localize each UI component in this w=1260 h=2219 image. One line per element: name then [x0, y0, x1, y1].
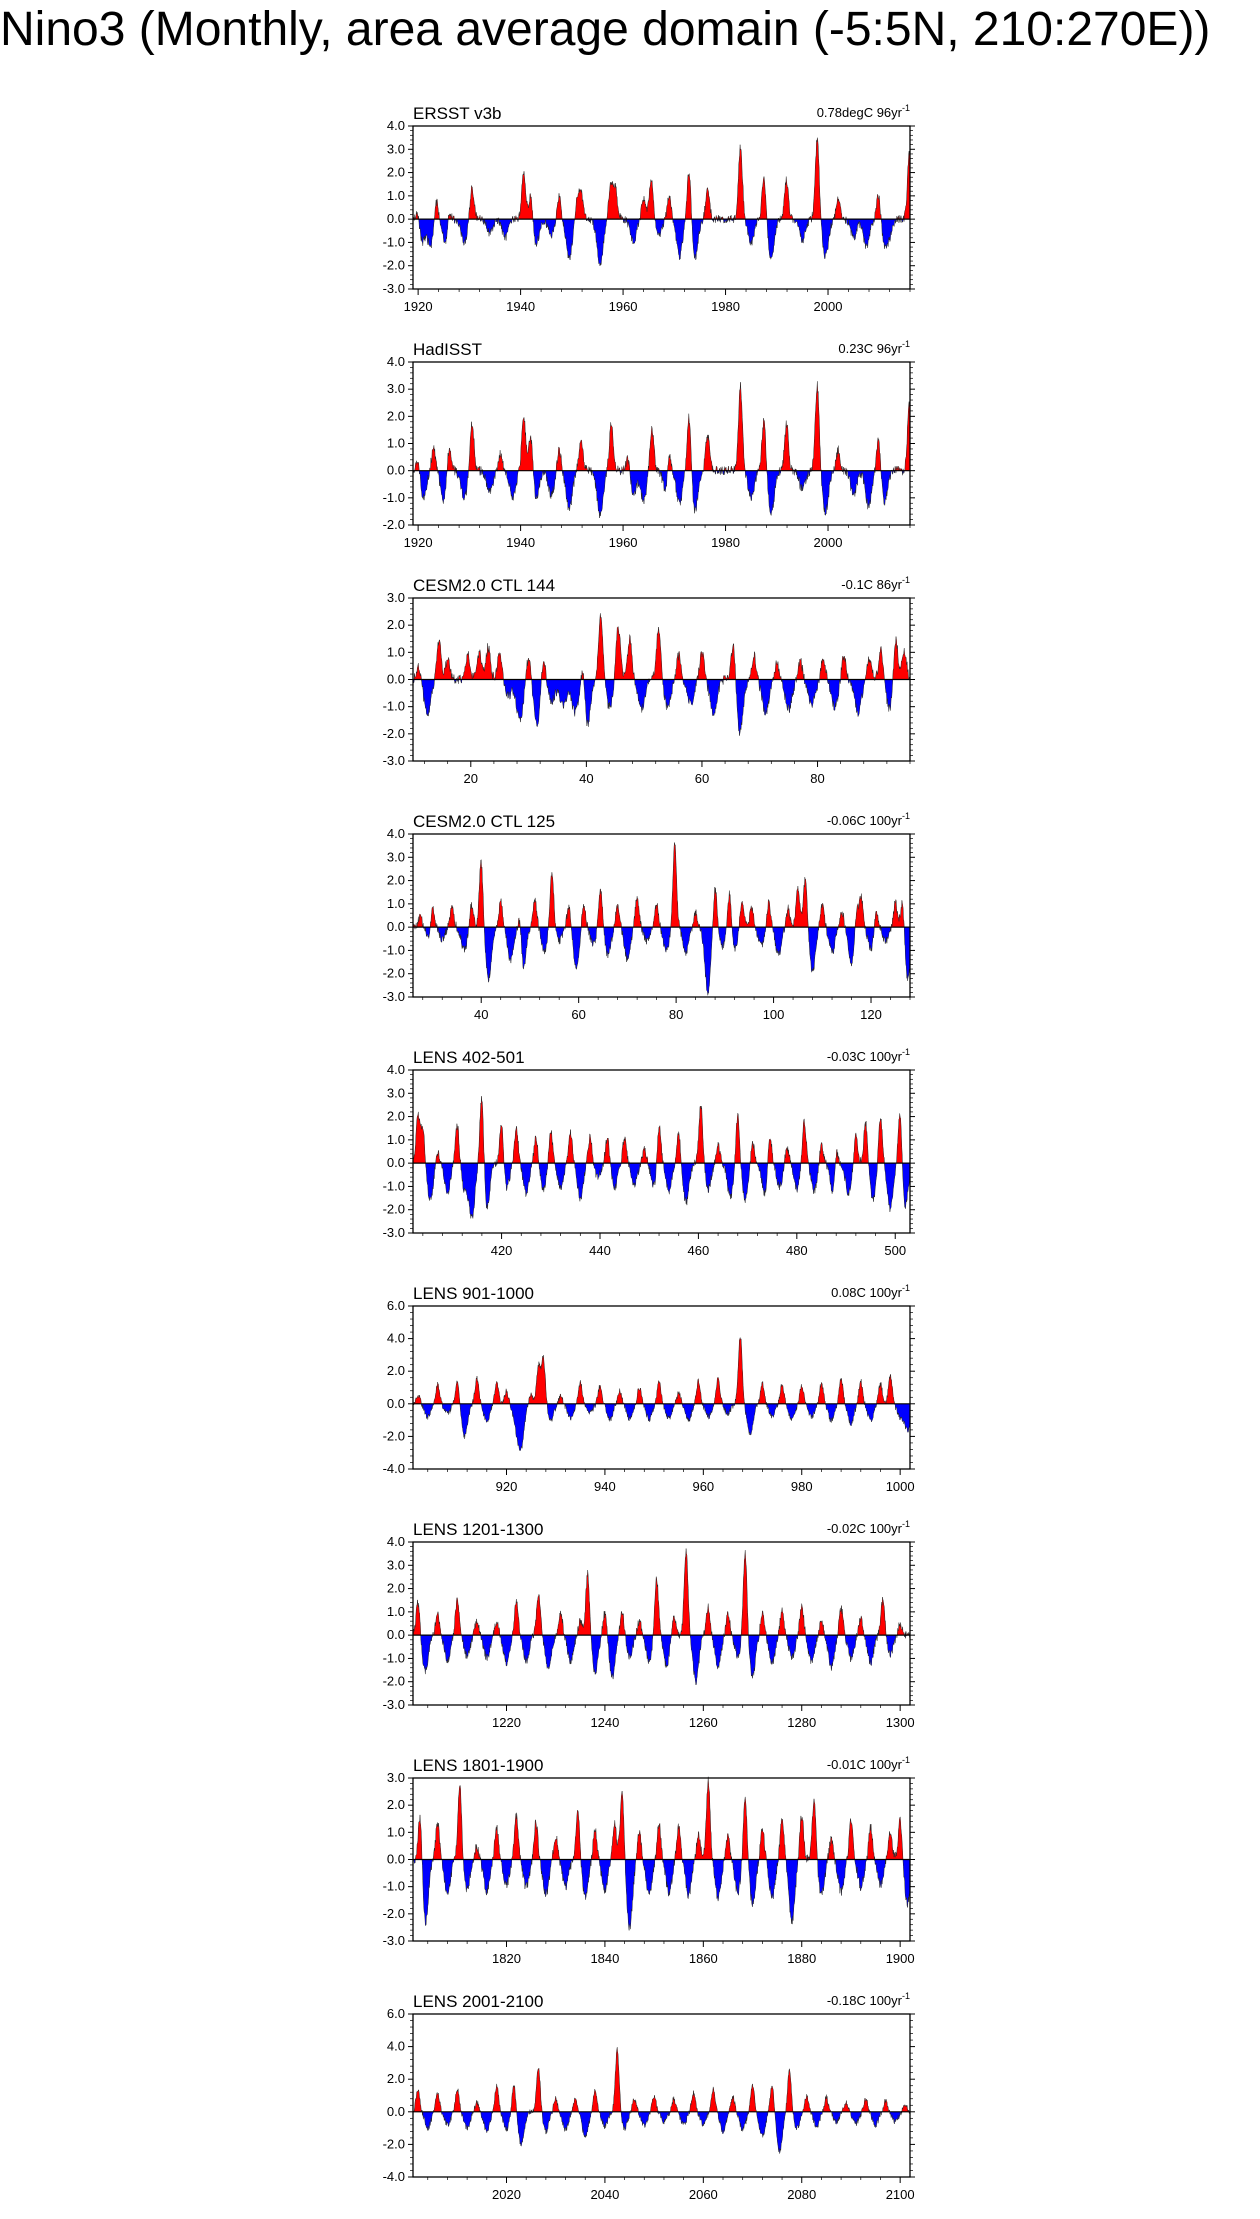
- x-tick-label: 1980: [711, 299, 741, 314]
- x-tick-label: 2060: [688, 2187, 718, 2202]
- y-tick-label: 2.0: [386, 1797, 405, 1813]
- y-tick-label: -2.0: [382, 517, 405, 532]
- chart-panel: [383, 811, 915, 1022]
- chart-panel: [383, 1991, 915, 2202]
- x-tick-label: 920: [495, 1479, 518, 1494]
- panel-title: LENS 1201-1300: [413, 1520, 544, 1539]
- y-tick-label: -1.0: [382, 1178, 405, 1194]
- chart-panel: [383, 1755, 915, 1966]
- x-tick-label: 80: [668, 1007, 684, 1022]
- y-tick-label: 1.0: [386, 644, 405, 660]
- x-tick-label: 1920: [403, 535, 433, 550]
- trend-exponent: -1: [901, 1519, 910, 1529]
- y-tick-label: 0.0: [386, 671, 405, 687]
- y-tick-label: -1.0: [382, 234, 405, 250]
- y-tick-label: 2.0: [386, 872, 405, 888]
- anomaly-line: [413, 1338, 910, 1451]
- trend-label: [817, 103, 910, 120]
- y-tick-label: 4.0: [386, 1534, 405, 1549]
- x-tick-label: 1940: [506, 535, 536, 550]
- y-tick-label: 1.0: [386, 435, 405, 451]
- trend-label: [827, 1755, 910, 1772]
- x-tick-label: 20: [463, 771, 479, 786]
- panel-title: CESM2.0 CTL 144: [413, 576, 556, 595]
- x-tick-label: 100: [762, 1007, 785, 1022]
- x-tick-label: 1960: [608, 299, 638, 314]
- y-tick-label: -3.0: [382, 1933, 405, 1948]
- y-tick-label: 4.0: [386, 2038, 405, 2054]
- negative-anomaly-area: [413, 219, 910, 266]
- panel-title: LENS 2001-2100: [413, 1992, 544, 2011]
- trend-exponent: -1: [901, 811, 910, 821]
- x-tick-label: 2020: [492, 2187, 521, 2202]
- trend-value: -0.02C 100yr: [826, 1521, 902, 1536]
- panel-title: HadISST: [413, 340, 482, 359]
- y-tick-label: -1.0: [382, 489, 405, 505]
- chart-panel: [383, 575, 915, 786]
- trend-label: [841, 575, 910, 592]
- trend-value: -0.03C 100yr: [826, 1049, 902, 1064]
- x-tick-label: 2000: [813, 535, 843, 550]
- x-tick-label: 1860: [688, 1951, 718, 1966]
- trend-value: 0.23C 96yr: [838, 341, 902, 356]
- y-tick-label: 0.0: [386, 1851, 405, 1867]
- y-tick-label: 1.0: [386, 1603, 405, 1619]
- y-tick-label: -2.0: [382, 2136, 405, 2152]
- y-tick-label: 4.0: [386, 118, 405, 133]
- y-tick-label: 0.0: [386, 462, 405, 478]
- y-tick-label: -1.0: [382, 1878, 405, 1894]
- trend-label: [827, 1047, 910, 1064]
- y-tick-label: -3.0: [382, 989, 405, 1004]
- y-tick-label: 4.0: [386, 1062, 405, 1077]
- chart-panel: [383, 103, 915, 314]
- chart-panel: [383, 1519, 915, 1730]
- trend-exponent: -1: [901, 1755, 910, 1765]
- plot-frame: [413, 126, 910, 289]
- panel-title: CESM2.0 CTL 125: [413, 812, 556, 831]
- plot-frame: [413, 1542, 910, 1705]
- trend-value: 0.08C 100yr: [831, 1285, 902, 1300]
- y-tick-label: -1.0: [382, 1650, 405, 1666]
- x-tick-label: 2100: [885, 2187, 915, 2202]
- x-tick-label: 440: [589, 1243, 611, 1258]
- chart-panel: [383, 1283, 915, 1494]
- x-tick-label: 120: [860, 1007, 882, 1022]
- trend-label: [827, 1519, 910, 1536]
- y-tick-label: 3.0: [386, 1770, 405, 1785]
- panel-title: LENS 402-501: [413, 1048, 525, 1067]
- x-tick-label: 1880: [787, 1951, 817, 1966]
- trend-value: -0.01C 100yr: [826, 1757, 902, 1772]
- y-tick-label: 2.0: [386, 164, 405, 180]
- panel-title: LENS 901-1000: [413, 1284, 534, 1303]
- negative-anomaly-area: [413, 1635, 910, 1685]
- y-tick-label: -3.0: [382, 281, 405, 296]
- trend-exponent: -1: [901, 575, 910, 585]
- x-tick-label: 500: [884, 1243, 907, 1258]
- anomaly-line: [413, 2047, 910, 2153]
- y-tick-label: -1.0: [382, 942, 405, 958]
- positive-anomaly-area: [413, 2047, 910, 2112]
- x-tick-label: 2080: [787, 2187, 817, 2202]
- trend-value: 0.78degC 96yr: [816, 105, 902, 120]
- y-tick-label: 3.0: [386, 381, 405, 397]
- y-tick-label: 3.0: [386, 590, 405, 605]
- negative-anomaly-area: [413, 680, 910, 736]
- y-tick-label: 0.0: [386, 919, 405, 935]
- x-tick-label: 60: [694, 771, 710, 786]
- y-tick-label: -3.0: [382, 1697, 405, 1712]
- y-tick-label: 2.0: [386, 1580, 405, 1596]
- y-tick-label: 0.0: [386, 2103, 405, 2119]
- trend-label: [831, 1283, 910, 1300]
- trend-value: -0.06C 100yr: [826, 813, 902, 828]
- x-tick-label: 420: [490, 1243, 513, 1258]
- y-tick-label: -2.0: [382, 965, 405, 981]
- y-tick-label: 2.0: [386, 408, 405, 424]
- positive-anomaly-area: [413, 843, 910, 928]
- x-tick-label: 480: [785, 1243, 808, 1258]
- y-tick-label: 0.0: [386, 1395, 405, 1411]
- x-tick-label: 1920: [403, 299, 433, 314]
- x-tick-label: 40: [473, 1007, 489, 1022]
- x-tick-label: 940: [594, 1479, 616, 1494]
- x-tick-label: 1280: [787, 1715, 817, 1730]
- y-tick-label: -3.0: [382, 1225, 405, 1240]
- y-tick-label: -2.0: [382, 1428, 405, 1444]
- y-tick-label: -4.0: [382, 1461, 405, 1476]
- y-tick-label: 2.0: [386, 1108, 405, 1124]
- plot-frame: [413, 2014, 910, 2177]
- panel-title: ERSST v3b: [413, 104, 502, 123]
- x-tick-label: 1960: [608, 535, 638, 550]
- page-title: Nino3 (Monthly, area average domain (-5:5N, 210:270E)): [0, 3, 1211, 56]
- positive-anomaly-area: [413, 1549, 910, 1636]
- y-tick-label: 3.0: [386, 1557, 405, 1573]
- y-tick-label: 6.0: [386, 2006, 405, 2021]
- x-tick-label: 1940: [506, 299, 536, 314]
- y-tick-label: -4.0: [382, 2169, 405, 2184]
- trend-exponent: -1: [901, 1047, 910, 1057]
- x-tick-label: 1300: [885, 1715, 915, 1730]
- x-tick-label: 1900: [885, 1951, 915, 1966]
- x-tick-label: 1220: [492, 1715, 521, 1730]
- x-tick-label: 460: [687, 1243, 710, 1258]
- y-tick-label: -1.0: [382, 698, 405, 714]
- y-tick-label: 6.0: [386, 1298, 405, 1313]
- x-tick-label: 60: [571, 1007, 586, 1022]
- positive-anomaly-area: [413, 1338, 910, 1404]
- x-tick-label: 1980: [711, 535, 741, 550]
- x-tick-label: 2040: [590, 2187, 620, 2202]
- negative-anomaly-area: [413, 1860, 910, 1931]
- anomaly-line: [413, 138, 910, 266]
- y-tick-label: -2.0: [382, 725, 405, 741]
- y-tick-label: 4.0: [386, 354, 405, 369]
- y-tick-label: -2.0: [382, 257, 405, 273]
- x-tick-label: 40: [579, 771, 594, 786]
- chart-panel: [383, 339, 915, 550]
- y-tick-label: -2.0: [382, 1673, 405, 1689]
- y-tick-label: 2.0: [386, 2071, 405, 2087]
- x-tick-label: 1240: [590, 1715, 620, 1730]
- y-tick-label: -3.0: [382, 753, 405, 768]
- anomaly-line: [413, 381, 910, 518]
- negative-anomaly-area: [413, 1163, 910, 1218]
- trend-label: [827, 1991, 910, 2008]
- y-tick-label: 1.0: [386, 1131, 405, 1147]
- x-tick-label: 1840: [590, 1951, 620, 1966]
- panel-title: LENS 1801-1900: [413, 1756, 544, 1775]
- trend-label: [838, 339, 910, 356]
- y-tick-label: 1.0: [386, 187, 405, 203]
- positive-anomaly-area: [413, 138, 910, 219]
- x-tick-label: 1000: [885, 1479, 915, 1494]
- x-tick-label: 80: [810, 771, 825, 786]
- x-tick-label: 1260: [688, 1715, 718, 1730]
- y-tick-label: -2.0: [382, 1905, 405, 1921]
- positive-anomaly-area: [413, 381, 910, 470]
- y-tick-label: 4.0: [386, 1330, 405, 1346]
- y-tick-label: 3.0: [386, 1085, 405, 1101]
- trend-exponent: -1: [901, 1283, 910, 1293]
- x-tick-label: 960: [692, 1479, 715, 1494]
- y-tick-label: 0.0: [386, 211, 405, 227]
- x-tick-label: 1820: [492, 1951, 521, 1966]
- trend-exponent: -1: [901, 339, 910, 349]
- trend-label: [827, 811, 910, 828]
- y-tick-label: 2.0: [386, 617, 405, 633]
- x-tick-label: 980: [790, 1479, 813, 1494]
- y-tick-label: 4.0: [386, 826, 405, 841]
- trend-exponent: -1: [901, 103, 910, 113]
- plot-frame: [413, 1306, 910, 1469]
- y-tick-label: 1.0: [386, 895, 405, 911]
- trend-value: -0.18C 100yr: [826, 1993, 902, 2008]
- trend-value: -0.1C 86yr: [841, 577, 902, 592]
- positive-anomaly-area: [413, 1096, 910, 1163]
- y-tick-label: 2.0: [386, 1363, 405, 1379]
- trend-exponent: -1: [901, 1991, 910, 2001]
- y-tick-label: 1.0: [386, 1824, 405, 1840]
- plot-frame: [413, 362, 910, 525]
- y-tick-label: -2.0: [382, 1201, 405, 1217]
- anomaly-line: [413, 1549, 910, 1686]
- y-tick-label: 3.0: [386, 141, 405, 157]
- chart-panel: [383, 1047, 915, 1258]
- x-tick-label: 2000: [813, 299, 843, 314]
- y-tick-label: 0.0: [386, 1155, 405, 1171]
- y-tick-label: 0.0: [386, 1627, 405, 1643]
- y-tick-label: 3.0: [386, 849, 405, 865]
